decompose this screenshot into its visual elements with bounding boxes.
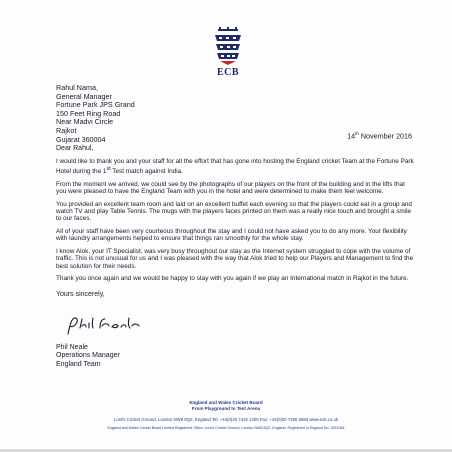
closing: Yours sincerely, (56, 290, 105, 298)
footer-registration: England and Wales Cricket Board Limited Registered Office: Lord's Cricket Ground, London NW8 8QZ, England. Registered in England No. 3251364 (107, 426, 345, 430)
paragraph-staff: All of your staff have been very courteous throughout the stay and I could not have asked you to do any more. Your flexibility with laundry arrangements helped to ensure that things ran smoothly for the whole stay. (56, 227, 407, 243)
letter-date (347, 131, 412, 140)
recipient-line: 150 Feet Ring Road (56, 108, 121, 118)
paragraph-arrival: From the moment we arrived, we could see by the photographs of our players on the front of the building and in the lifts that you were pleased to have the England Team with you in the hotel and were determined to make them feel welcome. (56, 180, 405, 195)
recipient-line: Rahul Nama, (56, 83, 98, 92)
sender-title: Operations Manager (56, 352, 120, 360)
recipient-line: Fortune Park JPS Grand (56, 100, 135, 110)
recipient-address (56, 84, 135, 144)
footer-tagline: From Playground to Test Arena (191, 406, 261, 411)
paragraph-thanks (56, 158, 414, 175)
three-lions-crest-icon (208, 27, 248, 67)
footer-address: Lord's Cricket Ground, London NW8 8QZ, England Tel: +44(0)20 7432 1200 Fax: +44(0)20 7286 5583 www.ecb.co.uk (113, 417, 339, 422)
date-suffix: th (355, 131, 359, 136)
date-day: 14 (347, 131, 356, 141)
ecb-logo-text: ECB (216, 67, 240, 78)
recipient-line: Rajkot (56, 125, 77, 135)
ecb-logo (208, 27, 248, 79)
letterhead-footer (20, 400, 432, 431)
handwritten-signature (64, 314, 144, 340)
sender-team: England Team (56, 360, 101, 368)
sender-name: Phil Neale (56, 344, 88, 351)
paragraph-thank-you: Thank you once again and we would be happy to stay with you again if we play an International match in Rajkot in the future. (56, 275, 409, 283)
footer-org: England and Wales Cricket Board (189, 400, 263, 405)
paragraph-team-room: You provided an excellent team room and laid on an excellent buffet each evening so that the players could eat in a group and watch TV and play Table Tennis. The mugs with the players faces printed on them was a really nice touch and brought a smile to our faces. (56, 200, 412, 223)
salutation: Dear Rahul, (56, 145, 94, 152)
recipient-line: General Manager (56, 91, 112, 101)
sender-block (56, 344, 120, 369)
date-rest: November 2016 (358, 131, 412, 141)
recipient-line: Gujarat 360004 (56, 134, 106, 144)
paragraph-thanks-a: I would like to thank you and your staff for all the effort that has gone into hosting the England cricket Team at the Fortune Park Hotel during the 1 (56, 158, 414, 175)
paragraph-thanks-b: Test match against India. (110, 167, 183, 175)
paragraph-it: I know Alok, your IT Specialist, was very busy throughout our stay as the Internet system struggled to cope with the volume of traffic. This is not unusual for us and I was pleased with the way that Alok tried to help our Players and Management to find the best solution for their needs. (56, 247, 414, 270)
recipient-line: Near Madvi Circle (56, 117, 114, 127)
letter-body (56, 145, 414, 303)
paragraph-thanks-sup: st (106, 165, 111, 172)
